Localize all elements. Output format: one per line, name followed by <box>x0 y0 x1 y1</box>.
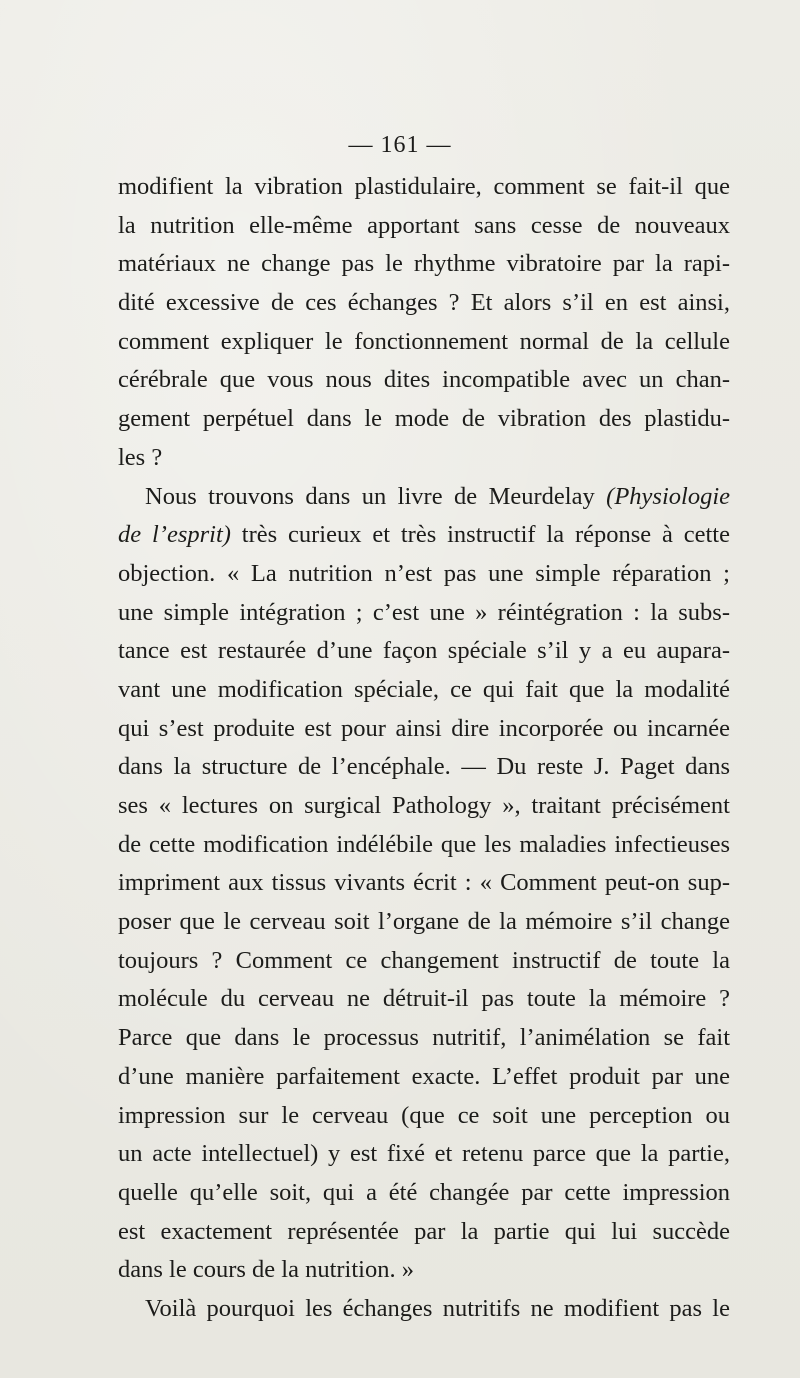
text-line <box>118 1058 730 1097</box>
text-run: toujours ? Comment ce changement instructif de toute la <box>118 946 730 974</box>
text-run: molécule du cerveau ne détruit-il pas toute la mémoire ? <box>118 985 730 1013</box>
text-run: matériaux ne change pas le rhythme vibratoire par la rapi- <box>118 250 730 278</box>
text-run: quelle qu’elle soit, qui a été changée par cette impression <box>118 1178 730 1206</box>
text-line <box>118 942 730 981</box>
text-line <box>118 594 730 633</box>
text-run: modifient la vibration plastidulaire, comment se fait-il que <box>118 173 730 200</box>
text-line <box>118 284 730 323</box>
text-line <box>118 400 730 439</box>
text-run: gement perpétuel dans le mode de vibration des plastidu- <box>118 405 730 433</box>
text-line <box>118 864 730 903</box>
text-run: est exactement représentée par la partie qui lui succède <box>118 1217 730 1245</box>
text-run: un acte intellectuel) y est fixé et retenu parce que la partie, <box>118 1140 730 1168</box>
text-line <box>118 1251 730 1290</box>
text-run: d’une manière parfaitement exacte. L’effet produit par une <box>118 1062 730 1090</box>
text-run: ses « lectures on surgical Pathology », traitant précisément <box>118 792 730 819</box>
text-line <box>118 245 730 284</box>
text-line <box>118 516 730 555</box>
text-run: impression sur le cerveau (que ce soit une perception ou <box>118 1101 730 1129</box>
text-line <box>118 361 730 400</box>
text-line <box>118 207 730 246</box>
text-run: les ? <box>118 443 163 471</box>
text-line <box>118 1174 730 1213</box>
text-line <box>118 980 730 1019</box>
text-line <box>118 826 730 865</box>
text-line <box>118 1097 730 1136</box>
text-run: qui s’est produite est pour ainsi dire incorporée ou incarnée <box>118 714 730 742</box>
text-line <box>118 903 730 942</box>
text-run: cérébrale que vous nous dites incompatible avec un chan- <box>118 366 730 394</box>
text-run: vant une modification spéciale, ce qui fait que la modalité <box>118 675 730 703</box>
text-run: Nous trouvons dans un livre de Meurdelay <box>145 482 607 510</box>
text-run: Parce que dans le processus nutritif, l’animélation se fait <box>118 1024 730 1052</box>
text-run: poser que le cerveau soit l’organe de la mémoire s’il change <box>118 908 730 936</box>
italic-text-run: (Physiologie <box>606 482 730 510</box>
text-run: de cette modification indélébile que les maladies infectieuses <box>118 830 730 858</box>
text-run: très curieux et très instructif la réponse à cette <box>230 521 730 549</box>
text-line <box>118 632 730 671</box>
text-line <box>118 323 730 362</box>
text-run: Voilà pourquoi les échanges nutritifs ne modifient pas le <box>145 1294 730 1322</box>
text-run: dans la structure de l’encéphale. — Du reste J. Paget dans <box>118 753 730 781</box>
text-run: dité excessive de ces échanges ? Et alors s’il en est ainsi, <box>118 289 730 317</box>
text-line <box>118 1290 730 1329</box>
text-line <box>118 1135 730 1174</box>
text-line <box>118 787 730 826</box>
text-line <box>118 1019 730 1058</box>
text-line <box>118 168 730 207</box>
text-line <box>118 478 730 517</box>
text-run: une simple intégration ; c’est une » réintégration : la subs- <box>118 598 730 626</box>
text-run: objection. « La nutrition n’est pas une simple réparation ; <box>118 559 730 587</box>
text-line <box>118 748 730 787</box>
body-text <box>118 168 730 1329</box>
text-line <box>118 1213 730 1252</box>
text-run: impriment aux tissus vivants écrit : « Comment peut-on sup- <box>118 869 730 897</box>
text-line <box>118 555 730 594</box>
text-line <box>118 671 730 710</box>
text-run: dans le cours de la nutrition. » <box>118 1256 414 1284</box>
italic-text-run: de l’esprit) <box>118 521 231 549</box>
page-number: — 161 — <box>348 132 452 158</box>
text-run: tance est restaurée d’une façon spéciale s’il y a eu aupara- <box>118 637 730 665</box>
text-line <box>118 439 730 478</box>
text-run: comment expliquer le fonctionnement normal de la cellule <box>118 327 730 355</box>
text-line <box>118 710 730 749</box>
text-run: la nutrition elle-même apportant sans cesse de nouveaux <box>118 211 730 239</box>
